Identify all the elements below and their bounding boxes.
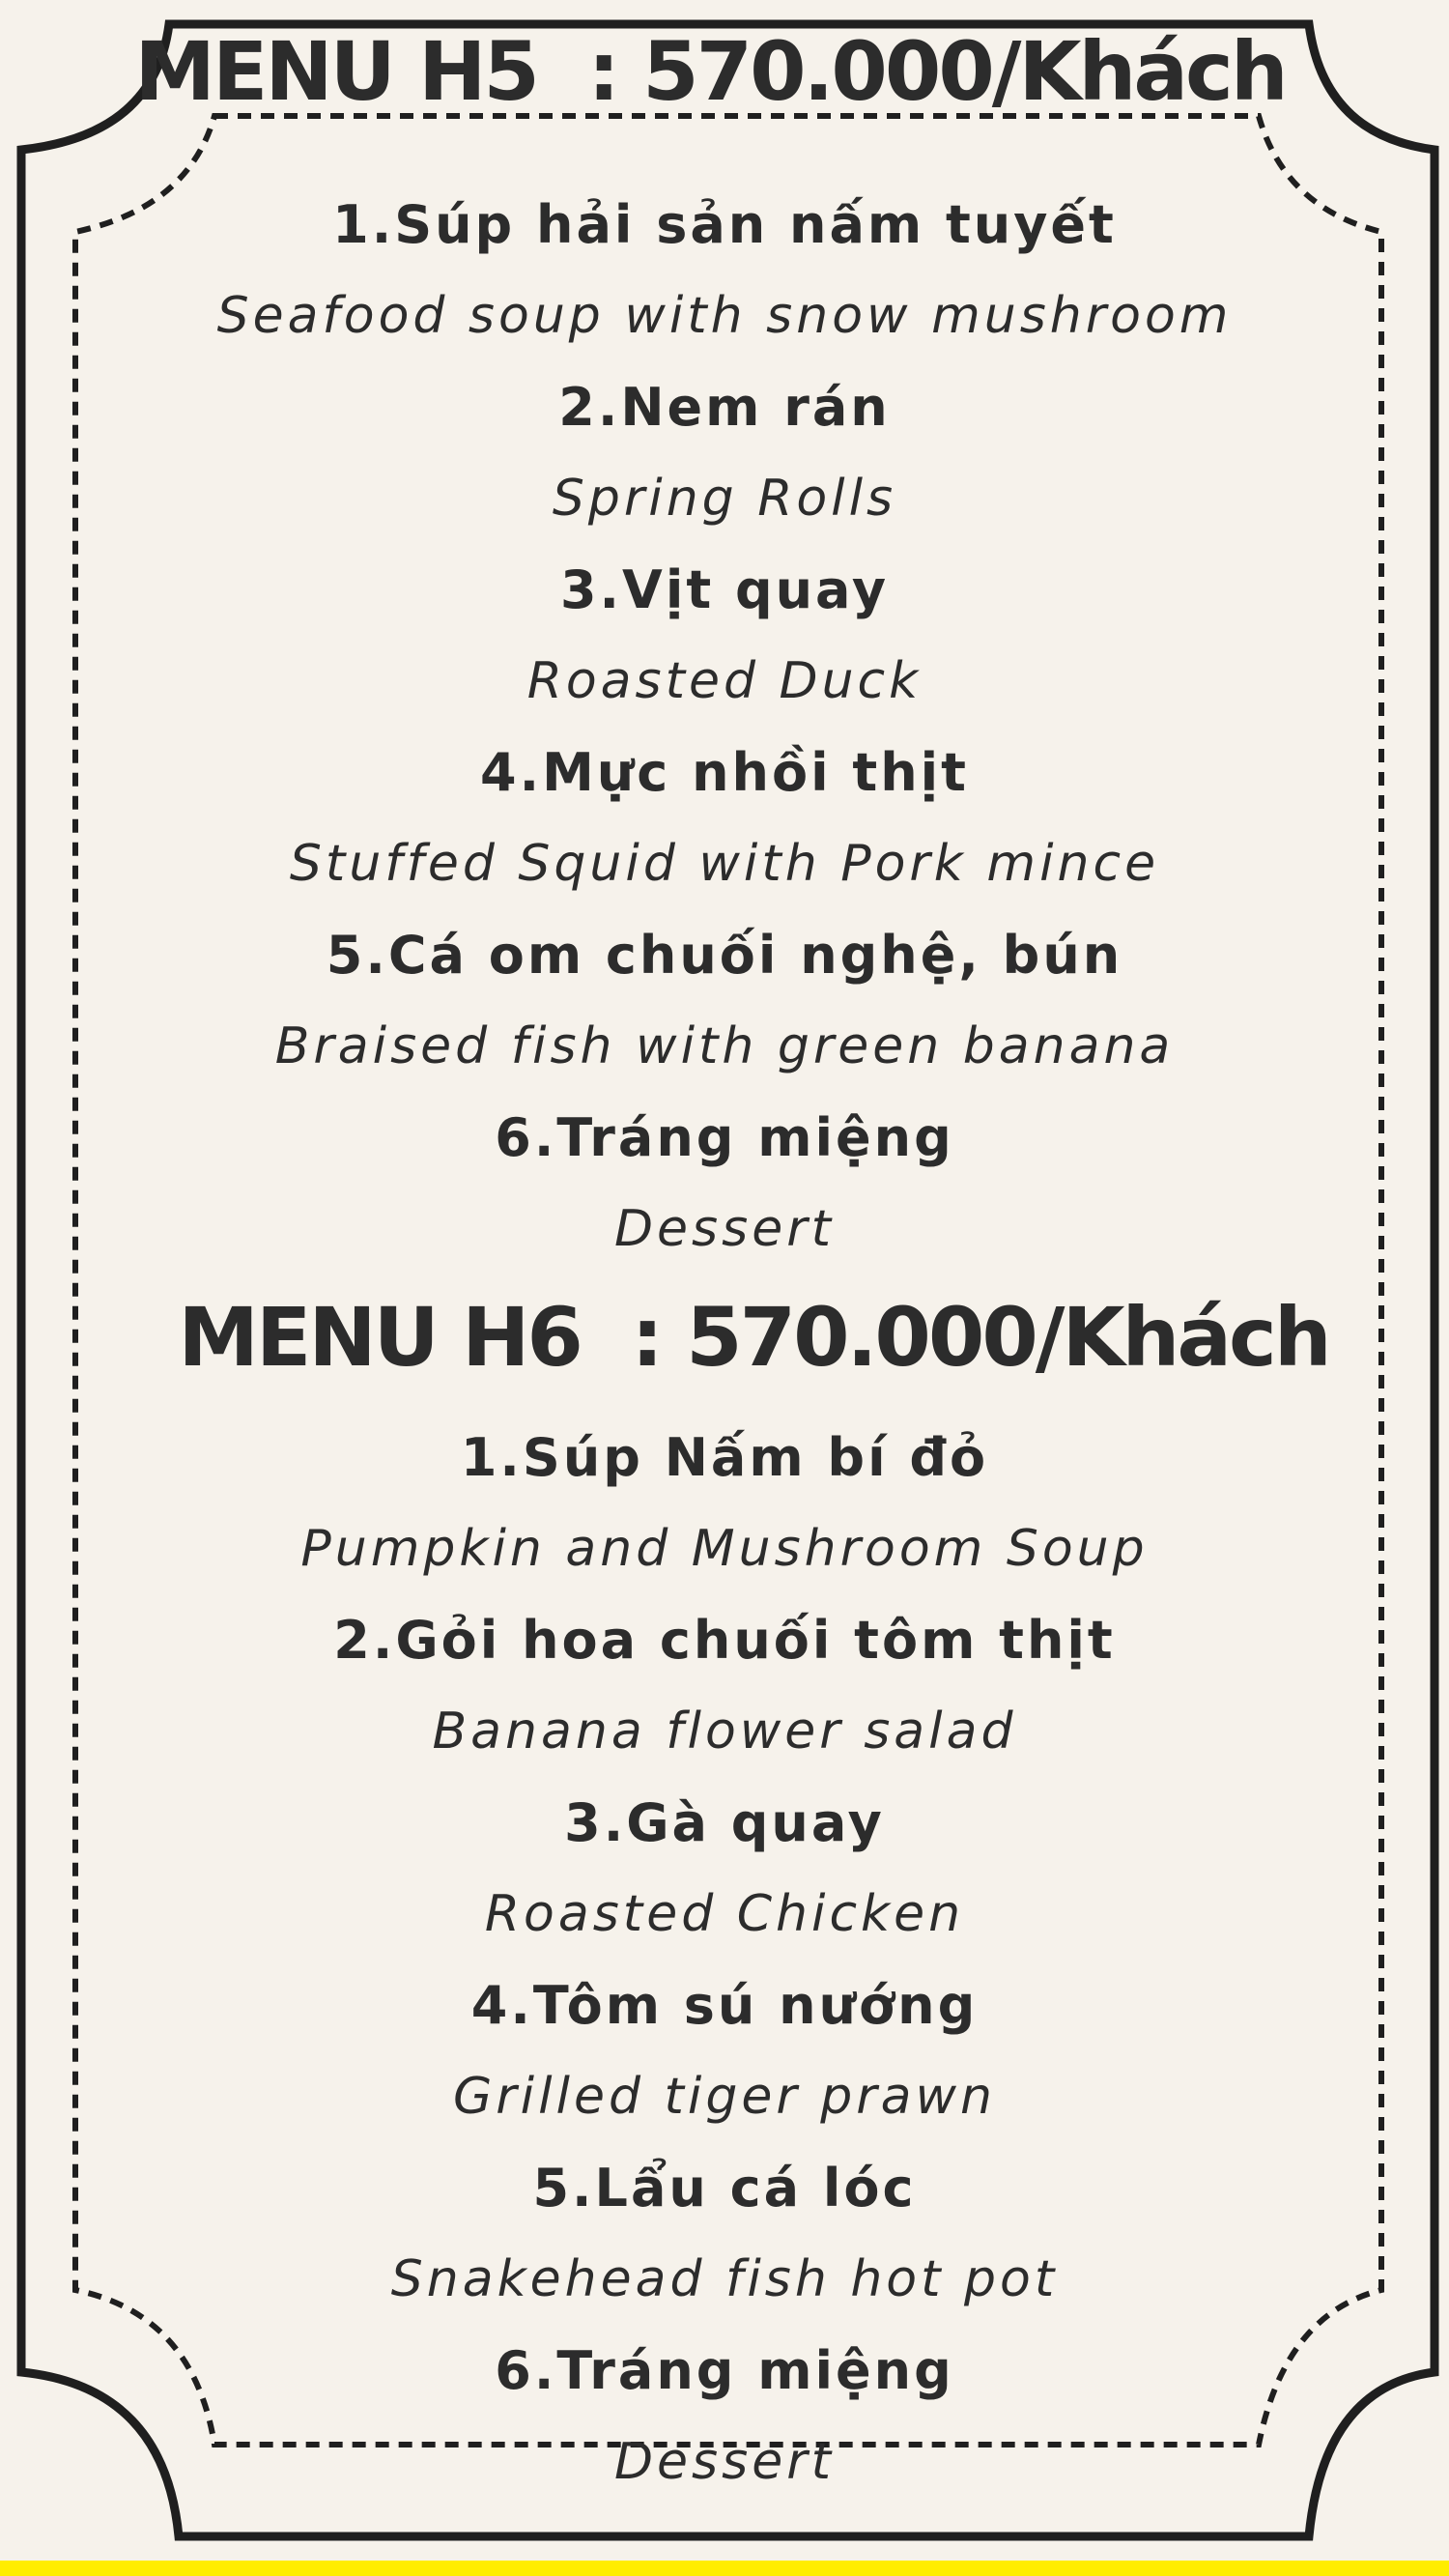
dish-item	[0, 1093, 1449, 1275]
dish-name-vn: 1.Súp hải sản nấm tuyết	[332, 194, 1117, 255]
dish-name-vn: 3.Vịt quay	[559, 559, 890, 620]
accent-bar	[0, 2561, 1449, 2576]
dish-name-en: Dessert	[614, 1200, 835, 1258]
dish-item	[0, 545, 1449, 728]
menu-h6-title: MENU H6 : 570.000/Khách	[178, 1290, 1329, 1385]
dish-name-vn: 3.Gà quay	[564, 1792, 885, 1853]
dish-name-en: Pumpkin and Mushroom Soup	[300, 1520, 1149, 1578]
dish-item	[0, 910, 1449, 1093]
dish-item	[0, 728, 1449, 910]
dish-name-en: Grilled tiger prawn	[452, 2068, 997, 2126]
dish-name-en: Dessert	[614, 2433, 835, 2491]
dish-item	[0, 2326, 1449, 2508]
dish-name-en: Seafood soup with snow mushroom	[216, 287, 1233, 345]
dish-name-vn: 5.Cá om chuối nghệ, bún	[326, 925, 1123, 986]
dish-item	[0, 180, 1449, 362]
dish-item	[0, 1778, 1449, 1961]
dish-name-vn: 4.Mực nhồi thịt	[480, 742, 969, 803]
menu-h5-title: MENU H5 : 570.000/Khách	[134, 24, 1286, 119]
dish-name-en: Banana flower salad	[432, 1703, 1017, 1760]
dish-item	[0, 362, 1449, 545]
dish-name-en: Roasted Duck	[526, 652, 923, 710]
dish-name-en: Braised fish with green banana	[274, 1017, 1175, 1075]
dish-name-en: Snakehead fish hot pot	[390, 2250, 1059, 2308]
dish-name-vn: 5.Lẩu cá lóc	[532, 2158, 917, 2218]
dish-name-vn: 6.Tráng miệng	[495, 1107, 954, 1168]
menu-h5-list	[0, 180, 1449, 1275]
dish-name-vn: 2.Gỏi hoa chuối tôm thịt	[333, 1610, 1116, 1671]
dish-item	[0, 2143, 1449, 2326]
dish-name-en: Spring Rolls	[552, 470, 897, 528]
dish-item	[0, 1595, 1449, 1778]
dish-item	[0, 1961, 1449, 2143]
menu-h6-list	[0, 1413, 1449, 2508]
dish-name-vn: 2.Nem rán	[558, 377, 891, 438]
dish-name-vn: 4.Tôm sú nướng	[470, 1975, 979, 2036]
dish-name-en: Roasted Chicken	[484, 1885, 965, 1943]
dish-name-vn: 6.Tráng miệng	[495, 2340, 954, 2401]
dish-name-en: Stuffed Squid with Pork mince	[289, 835, 1160, 893]
dish-name-vn: 1.Súp Nấm bí đỏ	[460, 1427, 989, 1488]
dish-item	[0, 1413, 1449, 1595]
